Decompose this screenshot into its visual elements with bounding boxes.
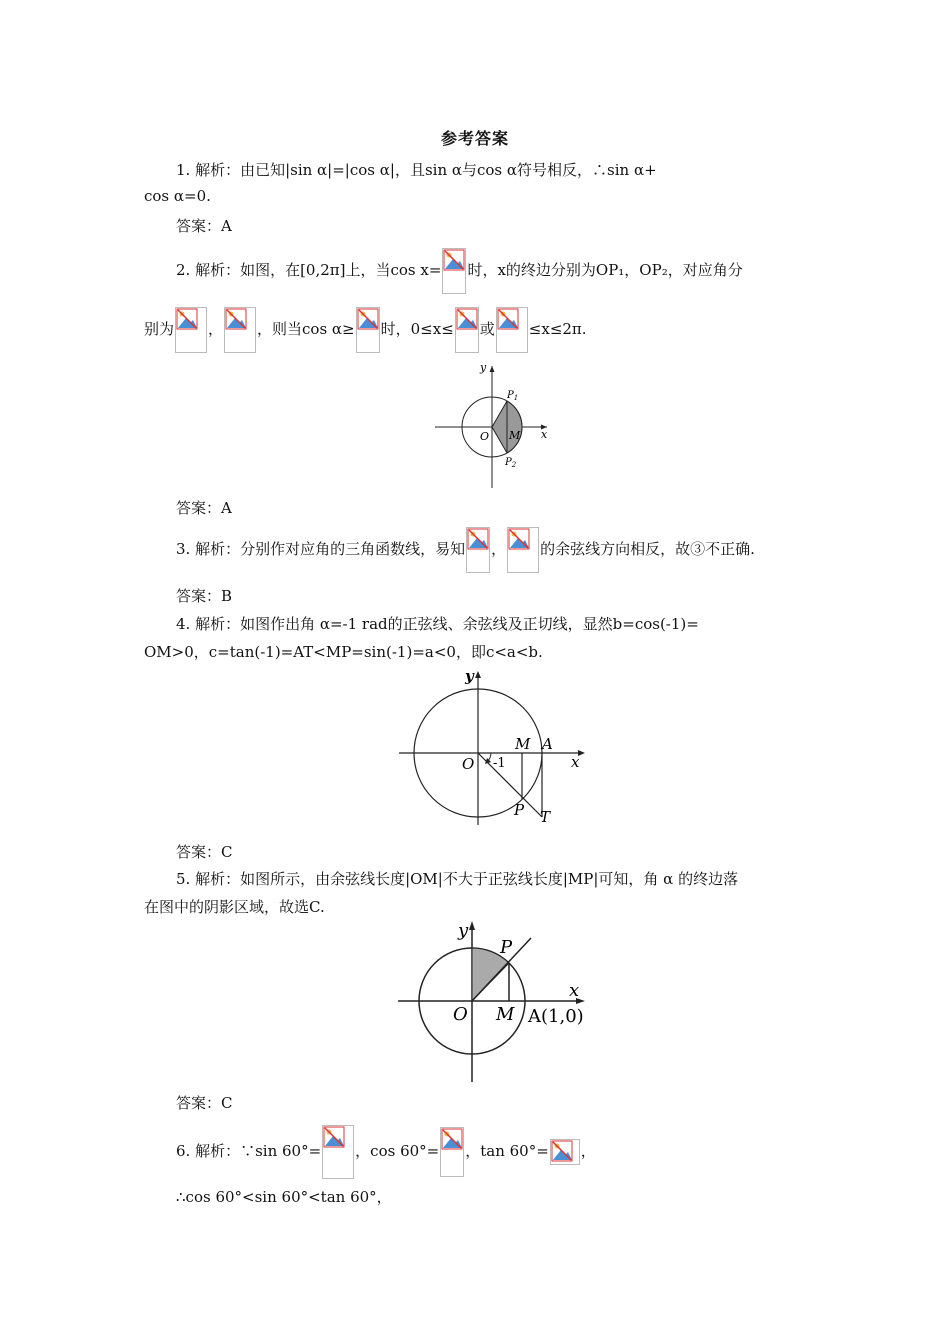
q5-answer: 答案：C [176, 1094, 233, 1112]
q3-text-c: 的余弦线方向相反，故③不正确. [540, 540, 755, 558]
origin-label: O [480, 430, 490, 443]
m-label: M [509, 429, 521, 442]
formula-image-icon [356, 307, 380, 353]
formula-image-icon [224, 307, 256, 353]
q6-text-d: ， [580, 1142, 596, 1160]
x-label: x [569, 980, 580, 1001]
q4-line1: 4. 解析：如图作出角 α=-1 rad的正弦线、余弦线及正切线，显然b=cos(-1)= [176, 615, 699, 633]
q2-text-b: 时，x的终边分别为OP₁，OP₂，对应角分 [467, 261, 743, 279]
formula-image-icon [550, 1139, 580, 1165]
x-label: x [571, 753, 580, 771]
origin-label: O [453, 1004, 468, 1025]
formula-image-icon [175, 307, 207, 353]
q6-line1 [176, 1125, 596, 1179]
y-label: y [465, 667, 474, 685]
q6-text-b: ，cos 60°= [355, 1142, 440, 1160]
q2-answer: 答案：A [176, 499, 232, 517]
origin-label: O [462, 755, 475, 773]
q1-line1: 1. 解析：由已知|sin α|=|cos α|，且sin α与cos α符号相反，∴sin α+ [176, 161, 657, 179]
formula-image-icon [440, 1127, 464, 1177]
q2-text-f: 时，0≤x≤ [380, 320, 454, 338]
q2-text-c: 别为 [144, 320, 175, 338]
q4-answer: 答案：C [176, 843, 233, 861]
q2-line1 [176, 248, 743, 294]
q6-line2: ∴cos 60°<sin 60°<tan 60°， [176, 1188, 392, 1206]
q5-line2: 在图中的阴影区域，故选C. [144, 898, 325, 916]
y-label: y [480, 361, 487, 374]
page-title: 参考答案 [441, 129, 510, 148]
q1-answer: 答案：A [176, 217, 232, 235]
p-label: P [514, 801, 525, 819]
a-label: A(1,0) [528, 1006, 584, 1027]
p-label: P [500, 937, 513, 958]
q5-line1: 5. 解析：如图所示，由余弦线长度|OM|不大于正弦线长度|MP|可知，角 α 的终边落 [176, 870, 739, 888]
formula-image-icon [507, 527, 539, 573]
m-label: M [496, 1004, 515, 1025]
p2-label: $P_2$ [505, 457, 517, 469]
angle-label: -1 [493, 756, 506, 771]
formula-image-icon [455, 307, 479, 353]
q2-text-a: 2. 解析：如图，在[0,2π]上，当cos x= [176, 261, 442, 279]
q2-text-g: 或 [479, 320, 495, 338]
p1-label: $P_1$ [507, 390, 519, 402]
q6-text-a: 6. 解析：∵sin 60°= [176, 1142, 322, 1160]
q2-text-e: ，则当cos α≥ [257, 320, 355, 338]
a-label: A [542, 735, 553, 753]
q2-text-d: ， [208, 320, 224, 338]
q1-line2: cos α=0. [144, 187, 211, 205]
q3-text-a: 3. 解析：分别作对应角的三角函数线，易知 [176, 540, 466, 558]
q4-line2: OM>0，c=tan(-1)=AT<MP=sin(-1)=a<0，即c<a<b. [144, 643, 543, 661]
m-label: M [515, 735, 531, 753]
formula-image-icon [496, 307, 528, 353]
y-label: y [458, 920, 469, 941]
t-label: T [540, 808, 551, 826]
figure-unit-circle-3 [390, 918, 595, 1086]
q2-line2 [144, 307, 587, 353]
formula-image-icon [322, 1125, 354, 1179]
x-label: x [541, 428, 548, 441]
formula-image-icon [442, 248, 466, 294]
q6-text-c: ，tan 60°= [465, 1142, 549, 1160]
q3-text-b: ， [491, 540, 507, 558]
q2-text-h: ≤x≤2π. [528, 320, 587, 338]
figure-unit-circle-2 [395, 665, 620, 830]
q3-answer: 答案：B [176, 587, 233, 605]
q3-line [176, 527, 755, 573]
formula-image-icon [466, 527, 490, 573]
figure-unit-circle-1 [425, 360, 555, 492]
